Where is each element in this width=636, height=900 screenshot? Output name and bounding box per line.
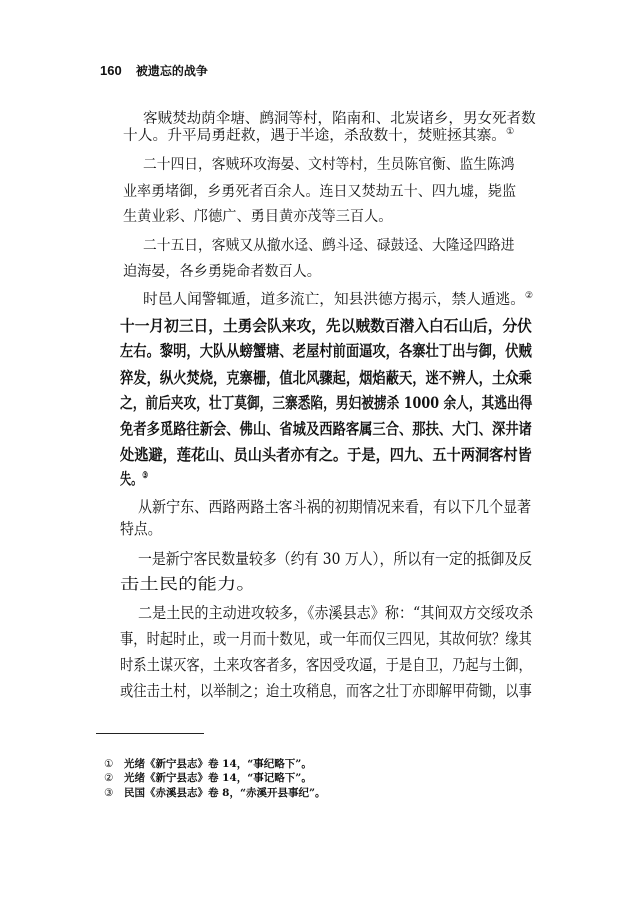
footnote-ref: ①	[506, 127, 515, 138]
footnote-text: 光绪《新宁县志》卷 14，“事记略下”。	[124, 772, 312, 784]
text-line	[123, 183, 516, 201]
footnote	[104, 770, 312, 785]
line-text: 猝发，纵火焚烧，克寨栅，值北风骤起，烟焰蔽天，迷不辨人，土众乘	[120, 368, 532, 387]
text-line	[120, 446, 532, 464]
text-line	[120, 342, 532, 360]
line-text: 处逃避，莲花山、员山头者亦有之。于是，四九、五十两洞客村皆	[120, 445, 532, 464]
text-line	[123, 127, 514, 145]
line-text: 特点。	[120, 520, 162, 538]
footnote	[104, 785, 326, 800]
line-text: 二十五日，客贼又从撤水迳、鹧斗迳、碌鼓迳、大隆迳四路进	[143, 238, 515, 254]
line-text: 事，时起时止，或一月而十数见，或一年而仅三四见，其故何欤？缘其	[120, 630, 532, 648]
text-line	[120, 682, 532, 700]
text-line	[120, 520, 162, 538]
line-text: 左右。黎明，大队从螃蟹塘、老屋村前面逼攻，各寨壮丁出与御，伏贼	[120, 341, 532, 360]
text-line	[143, 110, 536, 128]
footnote-ref: ③	[142, 470, 149, 481]
text-line	[120, 420, 532, 438]
line-text: 迫海晏，各乡勇毙命者数百人。	[123, 264, 321, 280]
line-text: 之，前后夹攻，壮丁莫御，三寨悉陷，男妇被掳杀 1000 余人，其逃出得	[120, 393, 533, 412]
line-text: 十一月初三日，土勇会队来攻，先以贼数百潜入白石山后，分伏	[120, 316, 532, 335]
text-line	[120, 656, 532, 674]
footnote-separator	[96, 733, 204, 734]
text-line	[120, 575, 256, 593]
footnote-mark: ①	[104, 758, 114, 770]
footnote-text: 光绪《新宁县志》卷 14，“事纪略下”。	[124, 758, 312, 770]
line-text: 击土民的能力。	[120, 575, 256, 593]
line-text: 一是新宁客民数量较多（约有 30 万人），所以有一定的抵御及反	[138, 550, 533, 568]
line-text: 失。	[120, 469, 143, 488]
line-text: 客贼焚劫荫伞塘、鹧洞等村，陷南和、北炭诸乡，男女死者数	[143, 111, 536, 127]
line-text: 或往击土村，以举制之；迨土攻稍息，而客之壮丁亦即解甲荷锄，以事	[120, 682, 532, 700]
line-text: 业率勇堵御，乡勇死者百余人。连日又焚劫五十、四九墟，毙监	[123, 184, 517, 200]
text-line	[120, 394, 532, 412]
text-line	[120, 630, 532, 648]
footnote-mark: ②	[104, 772, 114, 784]
text-line	[138, 604, 533, 622]
footnote-mark: ③	[104, 787, 114, 799]
text-line	[143, 291, 533, 309]
text-line	[120, 470, 148, 488]
text-line	[138, 550, 532, 568]
line-text: 二是土民的主动进攻较多，《赤溪县志》称：“其间双方交绥攻杀	[138, 604, 534, 622]
line-text: 时邑人闻警辄遁，道多流亡，知县洪德方揭示，禁人遁逃。	[143, 292, 525, 308]
footnote-text: 民国《赤溪县志》卷 8，“赤溪开县事纪”。	[124, 787, 326, 799]
text-line	[123, 208, 392, 226]
text-line	[143, 156, 515, 174]
page-number: 160	[100, 63, 122, 78]
text-line	[138, 498, 531, 516]
line-text: 时系土谋灭客，土来攻客者多，客因受攻逼，于是自卫，乃起与土御，	[120, 656, 532, 674]
line-text: 二十四日，客贼环攻海晏、文村等村，生员陈官衡、监生陈鸿	[143, 157, 515, 173]
line-text: 从新宁东、西路两路土客斗祸的初期情况来看，有以下几个显著	[138, 498, 532, 516]
line-text: 免者多觅路往新会、佛山、省城及西路客属三合、那扶、大门、深井诸	[120, 419, 532, 438]
text-line	[120, 369, 532, 387]
text-line	[143, 237, 515, 255]
line-text: 生黄业彩、邝德广、勇目黄亦茂等三百人。	[123, 209, 393, 225]
line-text: 十人。升平局勇赶救，遇于半途，杀敌数十，焚赃拯其寨。	[123, 128, 507, 144]
footnote	[104, 756, 312, 771]
text-line	[120, 317, 532, 335]
running-header	[100, 62, 208, 79]
text-line	[123, 263, 321, 281]
footnote-ref: ②	[524, 291, 534, 302]
running-title: 被遗忘的战争	[135, 64, 208, 78]
